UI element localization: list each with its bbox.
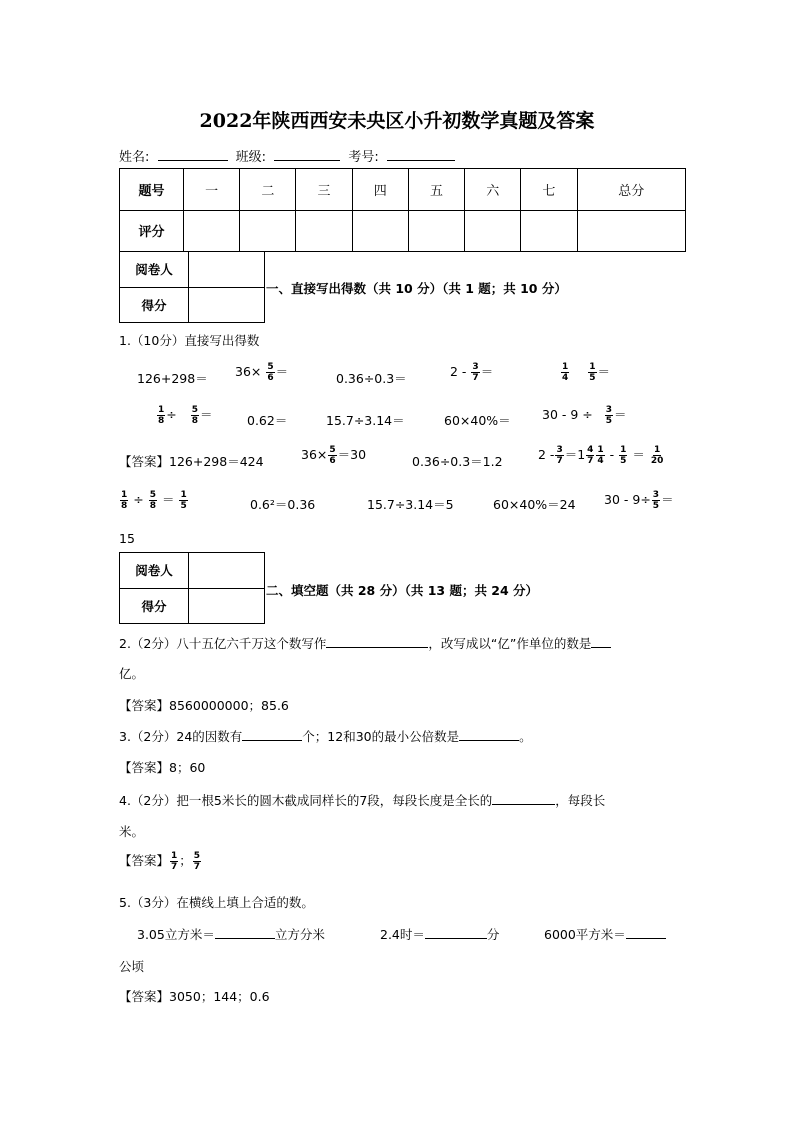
score-input-cell[interactable] <box>189 287 265 323</box>
reviewer-box-1 <box>119 251 265 323</box>
page-title: 2022年陕西西安未央区小升初数学真题及答案 <box>199 110 595 132</box>
fraction: $\frac{3}{5}$ <box>605 405 613 426</box>
answer-1d: 2 - $\frac{3}{7}$ ＝1 $\frac{4}{7}$ $\frac{1}{4}$ - $\frac{1}{5}$ ＝ $\frac{1}{20}$ <box>538 445 664 466</box>
question-5-line2: 公顷 <box>119 959 145 974</box>
score-cell[interactable] <box>465 210 521 252</box>
score-header-row <box>120 169 686 211</box>
fraction: $\frac{1}{4}$ <box>597 445 604 466</box>
answer-blank[interactable] <box>326 635 428 648</box>
question-4-answer: 【答案】 $\frac{1}{7}$ ； $\frac{5}{7}$ <box>119 851 201 872</box>
fraction: $\frac{4}{7}$ <box>587 445 594 466</box>
student-info <box>119 146 459 165</box>
fraction: $\frac{3}{5}$ <box>652 490 660 511</box>
fraction: $\frac{5}{6}$ <box>267 362 274 383</box>
answer-2b: 0.6²＝0.36 <box>250 497 316 512</box>
reviewer-cell[interactable] <box>189 252 265 288</box>
score-cell[interactable] <box>577 210 685 252</box>
answer-1b: 36× $\frac{5}{6}$ ＝30 <box>301 445 367 466</box>
fraction: $\frac{1}{5}$ <box>589 362 596 383</box>
score-label: 得分 <box>120 287 189 323</box>
answer-blank[interactable] <box>459 728 519 741</box>
question-1-stem: 1.（10分）直接写出得数 <box>119 333 260 348</box>
fraction: $\frac{5}{8}$ <box>191 405 198 426</box>
question-5-answer: 【答案】3050；144；0.6 <box>119 989 270 1004</box>
expr-7: 0.62＝ <box>247 413 288 428</box>
score-cell[interactable] <box>521 210 577 252</box>
answer-blank[interactable] <box>425 926 487 939</box>
answer-blank[interactable] <box>492 792 555 805</box>
class-label: 班级: <box>235 150 267 165</box>
score-label: 得分 <box>120 588 189 624</box>
score-header-cell: 五 <box>408 169 464 211</box>
expr-9: 60×40%＝ <box>444 413 511 428</box>
score-header-cell: 六 <box>465 169 521 211</box>
class-blank[interactable] <box>274 148 340 161</box>
score-header-cell: 七 <box>521 169 577 211</box>
fraction: $\frac{5}{6}$ <box>329 445 336 466</box>
expr-8: 15.7÷3.14＝ <box>326 413 405 428</box>
answer-2e: 30 - 9÷ $\frac{3}{5}$ ＝ <box>604 490 674 511</box>
fraction: $\frac{5}{7}$ <box>193 851 201 872</box>
fraction: $\frac{1}{8}$ <box>158 405 165 426</box>
exam-number-blank[interactable] <box>387 148 455 161</box>
fraction: $\frac{5}{8}$ <box>149 490 156 511</box>
answer-1a: 【答案】126+298＝424 <box>119 454 264 469</box>
question-5-part-c: 6000平方米＝ <box>544 925 666 943</box>
score-table <box>119 168 686 252</box>
score-cell[interactable] <box>352 210 408 252</box>
expr-10: 30 - 9 ÷ $\frac{3}{5}$ ＝ <box>542 405 627 426</box>
question-2-line2: 亿。 <box>119 666 145 681</box>
score-header-cell: 题号 <box>120 169 184 211</box>
reviewer-label: 阅卷人 <box>120 553 189 589</box>
question-2: 2.（2分）八十五亿六千万这个数写作 ，改写成以“亿”作单位的数是 <box>119 634 611 652</box>
name-blank[interactable] <box>158 148 228 161</box>
fraction: $\frac{1}{4}$ <box>562 362 569 383</box>
score-input-cell[interactable] <box>189 588 265 624</box>
exam-number-label: 考号: <box>348 150 379 165</box>
answer-2e-result: 15 <box>119 531 135 546</box>
fraction: $\frac{1}{20}$ <box>650 445 664 466</box>
answer-2c: 15.7÷3.14＝5 <box>367 497 454 512</box>
fraction: $\frac{1}{5}$ <box>180 490 187 511</box>
reviewer-label: 阅卷人 <box>120 252 189 288</box>
answer-blank[interactable] <box>215 926 275 939</box>
question-5-part-b: 2.4时＝ 分 <box>380 927 500 942</box>
question-4-line2: 米。 <box>119 824 145 839</box>
section-2-heading: 二、填空题（共 28 分）（共 13 题；共 24 分） <box>266 583 539 598</box>
expr-6: $\frac{1}{8}$ ÷ $\frac{5}{8}$ ＝ <box>158 405 213 426</box>
answer-blank[interactable] <box>626 926 666 939</box>
expr-5: $\frac{1}{4}$ $\frac{1}{5}$ ＝ <box>562 362 611 383</box>
expr-2: 36× $\frac{5}{6}$ ＝ <box>235 362 289 383</box>
question-5-part-a: 3.05立方米＝ 立方分米 <box>137 927 325 942</box>
score-cell[interactable] <box>296 210 352 252</box>
question-5-stem: 5.（3分）在横线上填上合适的数。 <box>119 895 314 910</box>
answer-blank[interactable] <box>591 635 611 648</box>
fraction: $\frac{1}{5}$ <box>620 445 627 466</box>
score-header-cell: 四 <box>352 169 408 211</box>
question-4: 4.（2分）把一根5米长的圆木截成同样长的7段，每段长度是全长的 ，每段长 <box>119 793 606 808</box>
fraction: $\frac{1}{8}$ <box>121 490 128 511</box>
score-header-cell: 一 <box>184 169 240 211</box>
reviewer-box-2 <box>119 552 265 624</box>
answer-1c: 0.36÷0.3＝1.2 <box>412 454 503 469</box>
section-1-heading: 一、直接写出得数（共 10 分）（共 1 题；共 10 分） <box>266 281 567 296</box>
score-cell[interactable] <box>408 210 464 252</box>
score-header-cell: 三 <box>296 169 352 211</box>
fraction: $\frac{1}{7}$ <box>171 851 178 872</box>
reviewer-cell[interactable] <box>189 553 265 589</box>
expr-3: 0.36÷0.3＝ <box>336 371 407 386</box>
fraction: $\frac{3}{7}$ <box>556 445 563 466</box>
answer-2a: $\frac{1}{8}$ ÷ $\frac{5}{8}$ ＝ $\frac{1}{5}$ <box>121 490 187 511</box>
answer-2d: 60×40%＝24 <box>493 497 576 512</box>
name-label: 姓名: <box>119 150 150 165</box>
score-cell[interactable] <box>240 210 296 252</box>
score-row <box>120 210 686 252</box>
fraction: $\frac{3}{7}$ <box>472 362 479 383</box>
expr-4: 2 - $\frac{3}{7}$ ＝ <box>450 362 494 383</box>
answer-blank[interactable] <box>242 728 302 741</box>
score-header-cell: 二 <box>240 169 296 211</box>
score-row-label: 评分 <box>120 210 184 252</box>
expr-1: 126+298＝ <box>137 371 208 386</box>
score-header-cell: 总分 <box>577 169 685 211</box>
question-3: 3.（2分）24的因数有 个；12和30的最小公倍数是 。 <box>119 729 532 744</box>
score-cell[interactable] <box>184 210 240 252</box>
question-3-answer: 【答案】8；60 <box>119 760 206 775</box>
question-2-answer: 【答案】8560000000；85.6 <box>119 698 289 713</box>
